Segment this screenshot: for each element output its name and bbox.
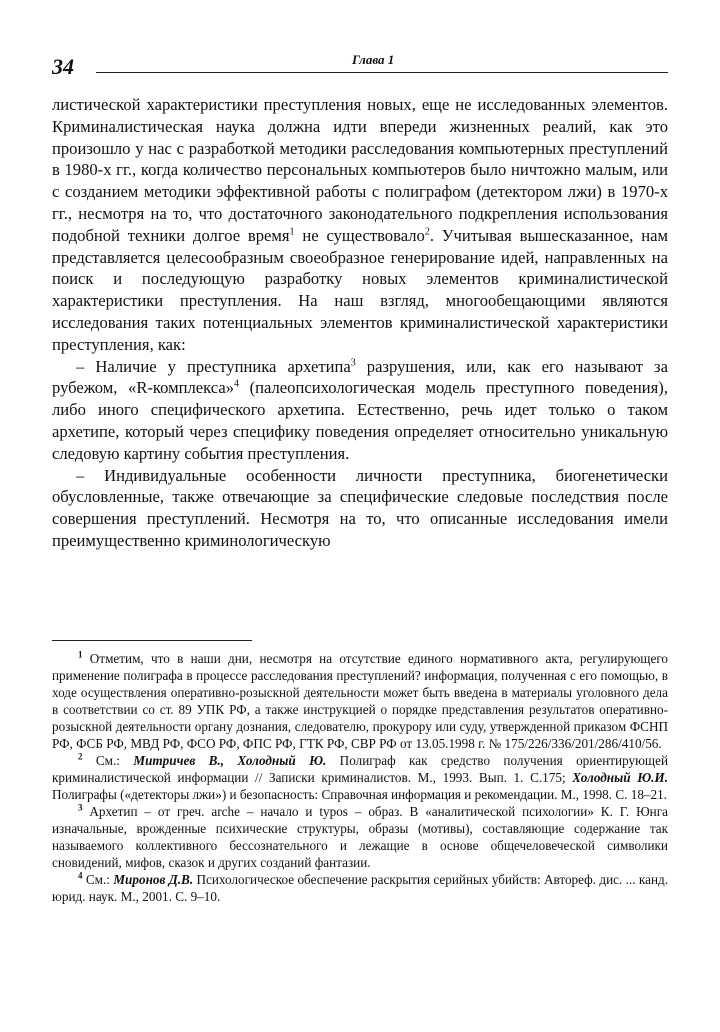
footnote-3-mark: 3 <box>78 802 83 813</box>
footnote-2 <box>52 752 668 803</box>
paragraph-1-text-a: листической характеристики преступления новых, еще не исследованных элементов. Криминалистическая наука должна идти впереди жизненных реалий, как это произошло у нас с разработкой методики расследования компьютерных преступлений в 1980-х гг., когда количество персональных компьютеров было ничтожно малым, или с созданием методики эффективной работы с полиграфом (детектором лжи) в 1970-х гг., несмотря на то, что достаточного законодательного подкрепления использования подобной техники долгое время <box>52 95 668 245</box>
paragraph-2-text-a: – Наличие у преступника архетипа <box>76 356 351 376</box>
paragraph-3 <box>52 465 668 552</box>
header-rule <box>96 72 668 73</box>
paragraph-1 <box>52 94 668 356</box>
footnote-4 <box>52 871 668 905</box>
footnote-2-mid: Полиграф как средство получения ориентирующей криминалистической информации // Записки криминалистов. М., 1993. Вып. 1. С.175; <box>52 753 668 785</box>
footnote-ref-4[interactable]: 4 <box>234 378 240 390</box>
footnote-1-mark: 1 <box>78 649 83 660</box>
footnote-ref-3[interactable]: 3 <box>350 357 356 369</box>
footnote-4-post: Психологическое обеспечение раскрытия серийных убийств: Автореф. дис. ... канд. юрид. наук. М., 2001. С. 9–10. <box>52 872 669 904</box>
running-head-chapter: Глава 1 <box>352 52 395 67</box>
footnote-3-text: Архетип – от греч. arche – начало и typos – образ. В «аналитической психологии» К. Г. Юнга изначальные, врожденные психические структуры, образы (мотивы), составляющие содержание так называемого коллективного бессознательного и лежащие в основе общечеловеческой символики сновидений, мифов, сказок и других созданий фантазии. <box>52 804 668 870</box>
footnote-3 <box>52 803 668 871</box>
footnote-2-author-2: Холодный Ю.И. <box>572 770 668 785</box>
footnote-separator <box>52 640 252 641</box>
footnote-2-post: Полиграфы («детекторы лжи») и безопасность: Справочная информация и рекомендации. М., 1998. С. 18–21. <box>52 787 668 802</box>
footnote-1 <box>52 650 668 752</box>
paragraph-1-text-c: . Учитывая вышесказанное, нам представляется целесообразным своеобразное генерирование идей, направленных на поиск и последующую разработку новых элементов криминалистической характеристики преступления. На наш взгляд, многообещающими являются исследования таких потенциальных элементов криминалистической характеристики преступления, как: <box>52 225 668 354</box>
footnote-2-pre: См.: <box>82 753 134 768</box>
footnote-1-text: Отметим, что в наши дни, несмотря на отсутствие единого нормативного акта, регулирующего применение полиграфа в процессе расследования преступлений? информация, полученная с его помощью, в ходе осуществления оперативно-розыскной деятельности может быть введена в материалы уголовного дела в соответствии со ст. 89 УПК РФ, а также инструкцией о порядке представления результатов оперативно-розыскной деятельности органу дознания, следователю, прокурору или суду, утвержденной приказом ФСНП РФ, ФСБ РФ, МВД РФ, ФСО РФ, ФПС РФ, ГТК РФ, СВР РФ от 13.05.1998 г. № 175/226/336/201/286/410/56. <box>52 651 668 751</box>
footnotes <box>52 650 668 905</box>
footnote-2-mark: 2 <box>78 751 83 762</box>
footnote-ref-2[interactable]: 2 <box>424 226 430 238</box>
footnote-4-pre: См.: <box>82 872 114 887</box>
paragraph-2 <box>52 356 668 465</box>
footnote-4-mark: 4 <box>78 870 83 881</box>
paragraph-3-text: – Индивидуальные особенности личности преступника, биогенетически обусловленные, также отвечающие за специфические следовые последствия после совершения преступлений. Несмотря на то, что описанные исследования имели преимущественно криминологическую <box>52 465 668 550</box>
page-number: 34 <box>52 54 74 79</box>
paragraph-2-text-c: (палеопсихологическая модель преступного поведения), либо иного специфического архетипа. Естественно, речь идет только о таком архетипе, который через специфику поведения определяет относительно уникальную следовую картину события преступления. <box>52 378 668 463</box>
footnote-4-author: Миронов Д.В. <box>113 872 194 887</box>
footnote-2-author-1: Митричев В., Холодный Ю. <box>133 753 327 768</box>
main-text <box>52 94 668 552</box>
paragraph-1-text-b: не существовало <box>294 225 425 245</box>
page-header <box>52 52 668 86</box>
paragraph-2-text-b: разрушения, или, как его называют за рубежом, «R-комплекса» <box>52 356 668 398</box>
footnote-ref-1[interactable]: 1 <box>289 226 295 238</box>
